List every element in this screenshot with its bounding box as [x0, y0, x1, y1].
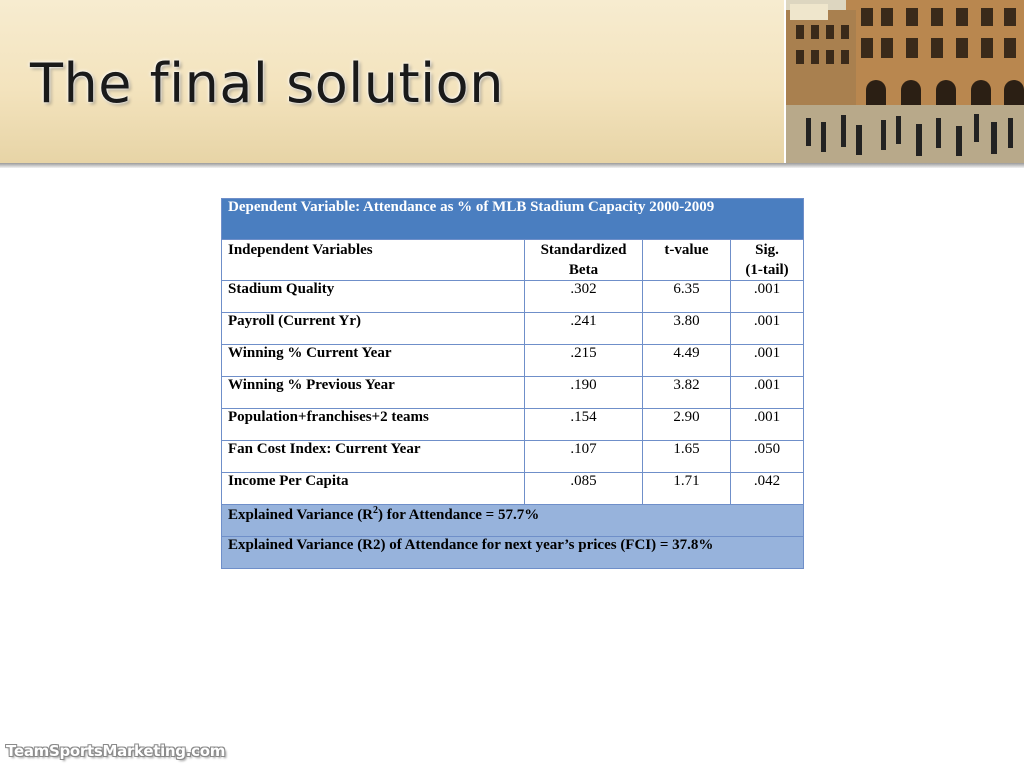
header-sig-line2: (1-tail): [745, 262, 789, 278]
header-sig-line1: Sig.: [755, 242, 779, 258]
t-value: 3.80: [643, 313, 731, 345]
header-beta-line2: Beta: [568, 262, 599, 278]
table-row: [222, 409, 804, 441]
slide-title: The final solution: [30, 52, 504, 115]
t-value: 1.71: [643, 473, 731, 505]
header-independent-variables: Independent Variables: [222, 240, 525, 281]
explained-variance-prefix: Explained Variance (R: [228, 507, 374, 523]
sig-value: .001: [731, 313, 804, 345]
stadium-photo: [784, 0, 1024, 163]
beta-value: .241: [525, 313, 643, 345]
table-row: [222, 313, 804, 345]
table-row: [222, 281, 804, 313]
table-row: [222, 473, 804, 505]
footer-logo: TeamSportsMarketing.com: [6, 742, 226, 760]
explained-variance-row: [222, 505, 804, 537]
explained-variance-suffix: ) for Attendance = 57.7%: [378, 507, 540, 523]
header-standardized-beta: [525, 240, 643, 281]
table-row: [222, 377, 804, 409]
explained-variance-attendance: [222, 505, 804, 537]
beta-value: .190: [525, 377, 643, 409]
explained-variance-fci-row: [222, 537, 804, 569]
beta-value: .154: [525, 409, 643, 441]
sig-value: .050: [731, 441, 804, 473]
dependent-variable-label: Dependent Variable: Attendance as % of MLB Stadium Capacity 2000-2009: [222, 199, 804, 240]
variable-name: Winning % Current Year: [222, 345, 525, 377]
sig-value: .042: [731, 473, 804, 505]
r-squared-superscript: 2: [373, 505, 379, 516]
beta-value: .107: [525, 441, 643, 473]
variable-name: Income Per Capita: [222, 473, 525, 505]
variable-name: Payroll (Current Yr): [222, 313, 525, 345]
variable-name: Winning % Previous Year: [222, 377, 525, 409]
beta-value: .215: [525, 345, 643, 377]
variable-name: Population+franchises+2 teams: [222, 409, 525, 441]
variable-name: Stadium Quality: [222, 281, 525, 313]
explained-variance-fci: Explained Variance (R2) of Attendance for next year’s prices (FCI) = 37.8%: [222, 537, 804, 569]
variable-name: Fan Cost Index: Current Year: [222, 441, 525, 473]
t-value: 6.35: [643, 281, 731, 313]
sig-value: .001: [731, 377, 804, 409]
t-value: 2.90: [643, 409, 731, 441]
header-significance: [731, 240, 804, 281]
t-value: 4.49: [643, 345, 731, 377]
t-value: 3.82: [643, 377, 731, 409]
table-row: [222, 441, 804, 473]
t-value: 1.65: [643, 441, 731, 473]
beta-value: .085: [525, 473, 643, 505]
sig-value: .001: [731, 281, 804, 313]
dependent-variable-row: [222, 199, 804, 240]
sig-value: .001: [731, 409, 804, 441]
sig-value: .001: [731, 345, 804, 377]
header-t-value: t-value: [643, 240, 731, 281]
table-row: [222, 345, 804, 377]
table-header-row: [222, 240, 804, 281]
beta-value: .302: [525, 281, 643, 313]
regression-table: [221, 198, 804, 569]
header-divider: [0, 163, 1024, 168]
stadium-photo-illustration: [786, 0, 1024, 163]
header-beta-line1: Standardized: [540, 242, 627, 258]
